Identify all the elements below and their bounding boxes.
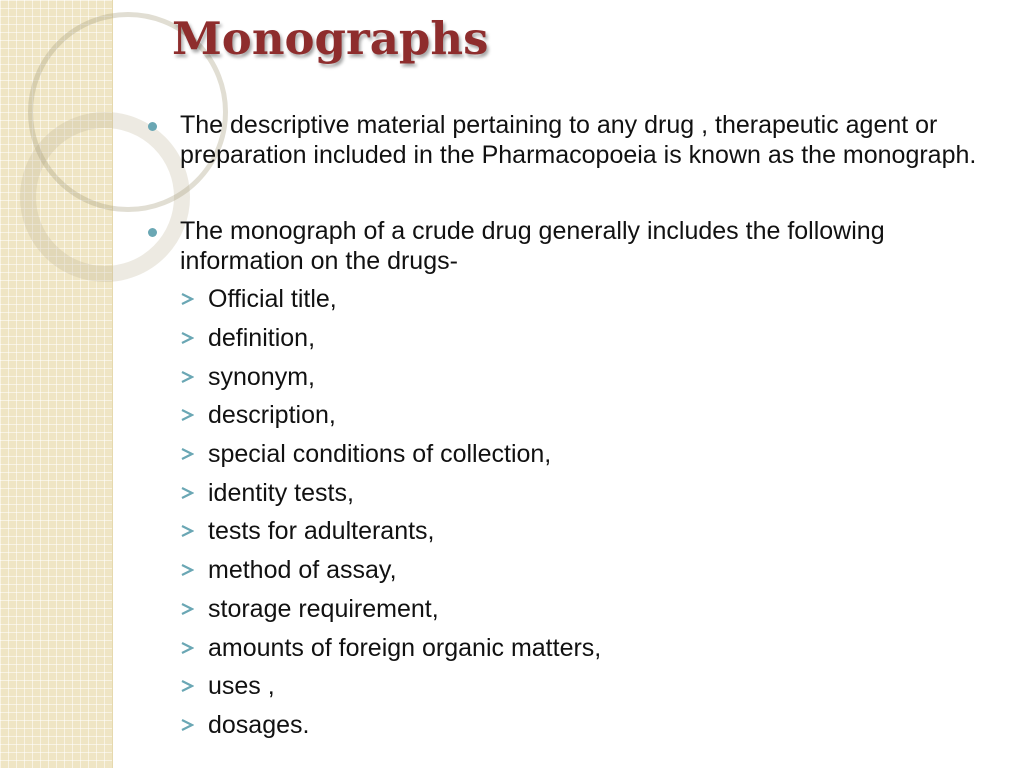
bullet-paragraph	[148, 216, 998, 744]
bullet-paragraph	[148, 110, 998, 170]
paragraph-text: The monograph of a crude drug generally includes the following information on the drugs-	[180, 217, 885, 275]
list-item	[180, 280, 998, 319]
list-item	[180, 706, 998, 745]
list-item-text: Official title,	[208, 285, 337, 314]
round-bullet-icon	[148, 228, 157, 237]
arrow-bullet-icon	[180, 331, 194, 345]
list-item	[180, 667, 998, 706]
arrow-bullet-icon	[180, 602, 194, 616]
list-item-text: amounts of foreign organic matters,	[208, 633, 602, 662]
list-item	[180, 357, 998, 396]
round-bullet-icon	[148, 122, 157, 131]
list-item-text: uses ,	[208, 672, 275, 701]
list-item	[180, 590, 998, 629]
list-item-text: tests for adulterants,	[208, 517, 435, 546]
arrow-bullet-icon	[180, 292, 194, 306]
slide-title: Monographs	[172, 12, 489, 65]
list-item-text: identity tests,	[208, 478, 354, 507]
arrow-bullet-icon	[180, 641, 194, 655]
list-item	[180, 396, 998, 435]
list-item-text: description,	[208, 401, 336, 430]
list-item-text: storage requirement,	[208, 594, 439, 623]
arrow-bullet-icon	[180, 524, 194, 538]
list-item-text: definition,	[208, 324, 316, 353]
arrow-bullet-icon	[180, 408, 194, 422]
arrow-bullet-icon	[180, 718, 194, 732]
list-item	[180, 473, 998, 512]
information-list	[180, 280, 998, 744]
list-item	[180, 551, 998, 590]
arrow-bullet-icon	[180, 563, 194, 577]
slide-content	[148, 110, 998, 744]
arrow-bullet-icon	[180, 447, 194, 461]
arrow-bullet-icon	[180, 486, 194, 500]
list-item-text: synonym,	[208, 362, 315, 391]
paragraph-text: The descriptive material pertaining to any drug , therapeutic agent or preparation included in the Pharmacopoeia is known as the monograph.	[180, 111, 977, 169]
list-item	[180, 628, 998, 667]
list-item	[180, 319, 998, 358]
arrow-bullet-icon	[180, 679, 194, 693]
list-item	[180, 512, 998, 551]
list-item-text: method of assay,	[208, 556, 397, 585]
list-item	[180, 435, 998, 474]
list-item-text: dosages.	[208, 710, 310, 739]
list-item-text: special conditions of collection,	[208, 440, 552, 469]
arrow-bullet-icon	[180, 370, 194, 384]
